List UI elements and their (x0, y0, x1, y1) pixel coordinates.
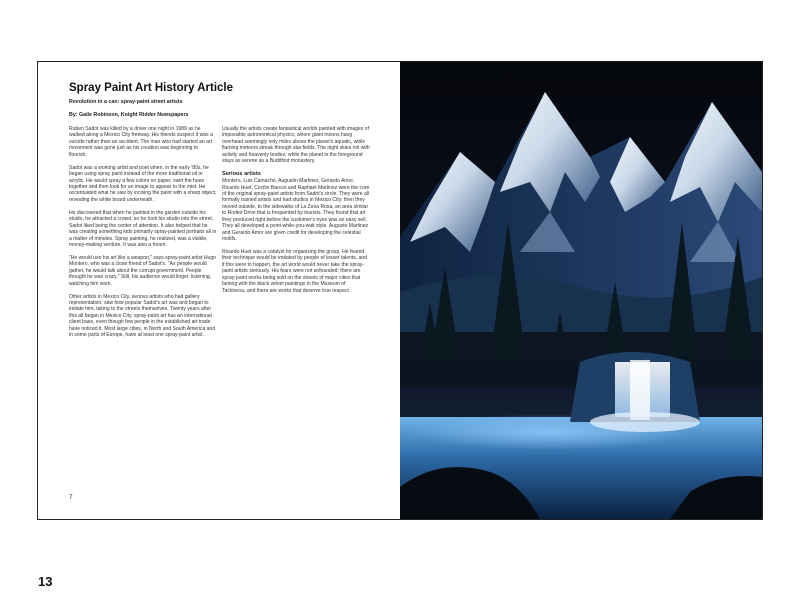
paragraph: Ricardo Huet was a catalyst for organizing the group. He feared their technique would be imitated by people of lesser talents, and if this were to happen, the art world would never take the spray-paint artists seriously. His fears were not unfounded; there are spray-paint works being sold on the streets of major cities that belong with the black velvet paintings in the Museum of Tackiness, and there are works that deserve true respect. (222, 249, 368, 294)
waterfall (570, 352, 700, 432)
paragraph: Other artists in Mexico City, serious artists who had gallery representation, saw how popular Sadot's art was and began to imitate him, taking to the streets themselves. Twenty years after this all began in Mexico City, spray-paint art has an international client base, even though few people in the established art trade have noticed it. Most large cities, in North and South America and in some parts of Europe, have at least one spray-paint artist. (69, 293, 216, 339)
text-column-right (222, 126, 370, 301)
article-page (38, 62, 400, 519)
paragraph: Usually the artists create fantastical worlds painted with images of impossible astronomical physics, where giant moons hang overhead seemingly only miles above the planet's aquatic, while flaming meteors streak through star fields. The night skies roil with activity and heavenly bodies, while the planet in the foreground stays as serene as a Buddhist monastery. (222, 126, 370, 165)
section-heading: Serious artists (222, 171, 261, 178)
book-spread (37, 61, 763, 520)
spray-paint-landscape-image (400, 62, 762, 519)
paragraph: He discovered that when he painted in the garden outside his studio, he attracted a crowd, so he took his studio into the street. Sadot liked being the center of attention. It also helped that he was creating something kids primarily spray-painted portraits all in a matter of minutes. Spray painting, he realized, was a visible, money-making venture. It was also a forum. (69, 209, 217, 249)
paragraph: Ruben Sadot was killed by a driver one night in 1989 as he walked along a Mexico City freeway. His friends suspect it was a suicide rather than an accident. The man who had started an art movement was gone just as his creation was beginning to flourish. (69, 126, 213, 158)
artwork-page (400, 62, 762, 519)
article-byline: By: Gaile Robinson, Knight Ridder Newspapers (69, 112, 189, 118)
article-subtitle: Revolution in a can: spray-paint street artists (69, 99, 183, 105)
outer-page-number: 13 (38, 574, 53, 589)
paragraph: Sadot was a working artist and poet when, in the early '80s, he began using spray paint instead of the more traditional oil or acrylic. He would spray a few colors on paper, swirl the hues together and then look for an image to appear to the mist. He accentuated what he saw by incising the paint with a sharp object, revealing the white board underneath. (69, 164, 217, 203)
text-column-left (69, 126, 217, 345)
paragraph: Montero, Luis Camacho, Augustin Martinez, Gerardo Amor, Ricardo Huet, Cecilio Barcos and Raphael Martinez were the core of the original spray-paint artists from Sadot's circle. They were all formally trained artists and had studios in Mexico City; then they moved outside, to the sidewalks of La Zona Rosa, an area similar to Rodeo Drive that is frequented by tourists. They found that art they produced right before the customer's eyes was an easy sell. They all developed a point-while-you-wait style. Augusto Martinez and Gerardo Amor are given credit for developing the celestial motifs. (222, 178, 370, 243)
paragraph: "He would use his art like a weapon," says spray-paint artist Hugo Montero, who was a close friend of Sadot's. "As people would gather, he would talk about the corrupt government. People thought he was crazy." Still, his audience would linger, listening, watching him work. (69, 254, 216, 287)
article-title: Spray Paint Art History Article (69, 82, 234, 94)
inner-page-number: 7 (69, 494, 73, 501)
